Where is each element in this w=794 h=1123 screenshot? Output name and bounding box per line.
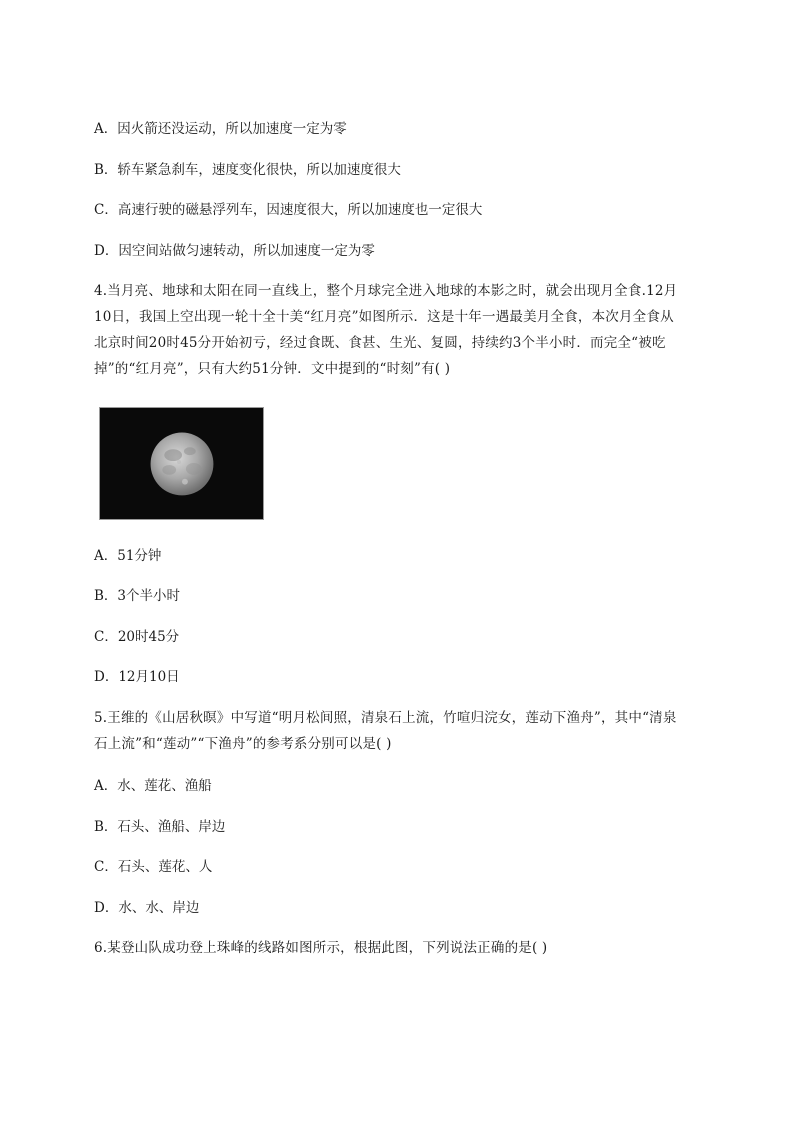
q5-option-a[interactable]: A．水、莲花、渔船 xyxy=(94,778,212,794)
q5-stem xyxy=(94,705,714,757)
moon-image xyxy=(100,408,263,519)
q4-stem-line: 10日，我国上空出现一轮十全十美“红月亮”如图所示．这是十年一遇最美月全食，本次月全食从 xyxy=(94,309,674,325)
q4-option-d[interactable]: D．12月10日 xyxy=(94,669,180,685)
q4-option-a[interactable]: A．51分钟 xyxy=(94,548,162,564)
q4-stem-line: 4.当月亮、地球和太阳在同一直线上，整个月球完全进入地球的本影之时，就会出现月全食.12月 xyxy=(94,283,678,299)
q5-option-c[interactable]: C．石头、莲花、人 xyxy=(94,859,213,875)
red-moon-photo xyxy=(99,407,264,520)
q3-option-b[interactable]: B．轿车紧急刹车，速度变化很快，所以加速度很大 xyxy=(94,162,401,178)
q5-option-d[interactable]: D．水、水、岸边 xyxy=(94,900,200,916)
q3-option-a[interactable]: A．因火箭还没运动，所以加速度一定为零 xyxy=(94,121,347,137)
q5-stem-line: 5.王维的《山居秋暝》中写道“明月松间照，清泉石上流，竹喧归浣女，莲动下渔舟”，其中“清泉 xyxy=(94,710,677,726)
q4-option-b[interactable]: B．3个半小时 xyxy=(94,588,181,604)
q5-stem-line: 石上流”和“莲动”“下渔舟”的参考系分别可以是( ) xyxy=(94,736,392,752)
q6-stem xyxy=(94,935,714,961)
q4-stem xyxy=(94,278,714,382)
q5-option-b[interactable]: B．石头、渔船、岸边 xyxy=(94,819,226,835)
q4-option-c[interactable]: C．20时45分 xyxy=(94,629,180,645)
q4-stem-line: 掉”的“红月亮”，只有大约51分钟．文中提到的“时刻”有( ) xyxy=(94,361,451,377)
q6-stem-line: 6.某登山队成功登上珠峰的线路如图所示，根据此图，下列说法正确的是( ) xyxy=(94,940,548,956)
q3-option-c[interactable]: C．高速行驶的磁悬浮列车，因速度很大，所以加速度也一定很大 xyxy=(94,202,483,218)
q4-stem-line: 北京时间20时45分开始初亏，经过食既、食甚、生光、复圆，持续约3个半小时．而完全“被吃 xyxy=(94,335,666,351)
q3-option-d[interactable]: D．因空间站做匀速转动，所以加速度一定为零 xyxy=(94,243,375,259)
